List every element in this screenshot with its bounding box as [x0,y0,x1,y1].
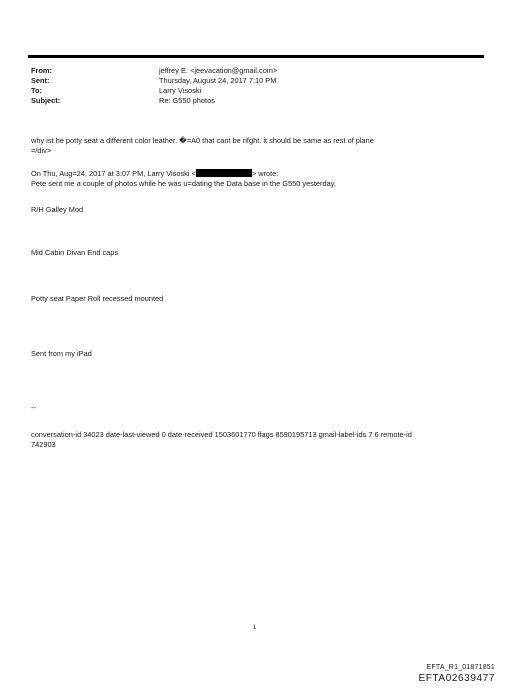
body-line-1: why ist he potty seat a different color leather. �=A0 that cant be rifght. it should be same as rest of plane [31,136,374,145]
header-divider [28,55,484,58]
body-line-6: Mid Cabin Divan End caps [31,248,119,257]
body-line-8: Sent from my iPad [31,349,92,358]
to-value: Larry Visoski [159,86,202,95]
subject-row [31,96,277,106]
from-row [31,66,277,76]
quote-suffix: > wrote: [251,169,279,178]
sent-label: Sent: [31,76,50,85]
quote-prefix: On Thu, Aug=24, 2017 at 3:07 PM, Larry Visoski < [31,169,196,178]
sent-value: Thursday, August 24, 2017 7:10 PM [159,76,277,85]
subject-value: Re: G550 photos [159,96,215,105]
quote-line [31,169,278,179]
bates-number-1: EFTA_R1_01871851 [426,664,495,671]
body-line-11: 742903 [31,440,56,449]
body-line-10: conversation-id 34023 date-last-viewed 0 date-received 1503601770 flags 8590195713 gmail-label-ids 7 6 remote-id [31,430,412,439]
bates-number-2: EFTA02639477 [418,673,495,684]
body-line-7: Potty seat Paper Roll recessed mounted [31,294,164,303]
to-row [31,86,277,96]
from-label: From: [31,66,52,75]
body-line-2: =/div> [31,146,52,155]
body-line-4: Pete sent me a couple of photos while he was u=dating the Data base in the G550 yesterday, [31,179,336,188]
page-number: 1 [253,625,257,631]
subject-label: Subject: [31,96,61,105]
to-label: To: [31,86,42,95]
from-value: jeffrey E. <jeevacation@gmail.com> [159,66,278,75]
sent-row [31,76,277,86]
redaction-box [196,169,252,177]
body-line-9: -- [31,403,36,412]
body-line-5: R/H Galley Mod [31,205,84,214]
email-header [31,66,277,106]
